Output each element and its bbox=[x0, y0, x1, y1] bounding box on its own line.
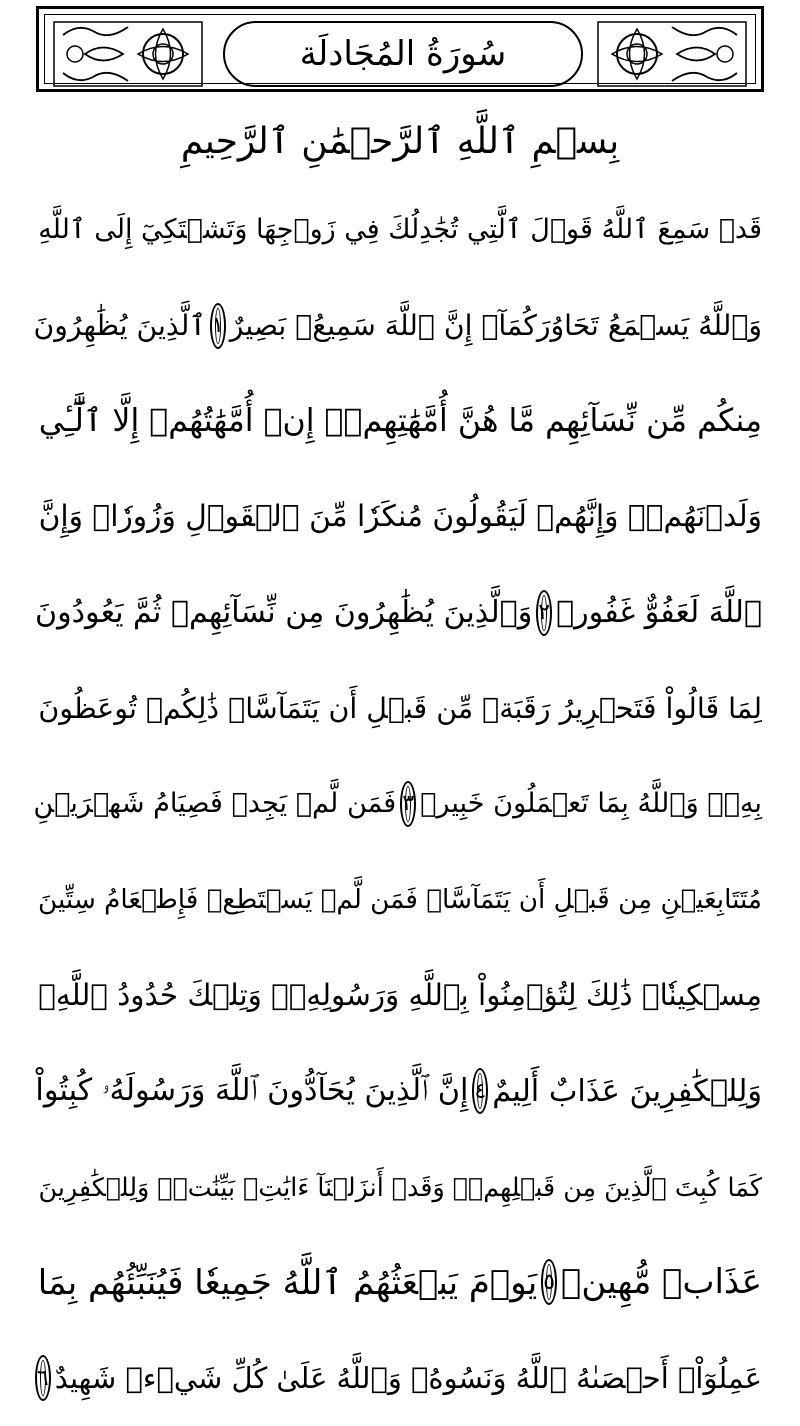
verse-text-segment: وَلِلۡكَٰفِرِينَ عَذَابٌ أَلِيمٌ bbox=[492, 1073, 762, 1109]
verse-line bbox=[38, 469, 762, 565]
basmala: بِسۡمِ ٱللَّهِ ٱلرَّحۡمَٰنِ ٱلرَّحِيمِ bbox=[180, 121, 620, 162]
verse-line bbox=[38, 660, 762, 756]
ayah-number-marker: ٥ bbox=[541, 1259, 557, 1305]
verse-line bbox=[38, 1139, 762, 1235]
verse-line bbox=[38, 1330, 762, 1426]
surah-title-cartouche bbox=[223, 21, 583, 87]
verse-text-segment: قَدۡ سَمِعَ ٱللَّهُ قَوۡلَ ٱلَّتِي تُجَٰدِلُكَ فِي زَوۡجِهَا وَتَشۡتَكِيٓ إِلَى ٱللَّهِ bbox=[38, 214, 762, 246]
surah-header-inner-border bbox=[44, 14, 756, 84]
ayah-number-marker: ٣ bbox=[400, 781, 416, 827]
verse-line bbox=[38, 1235, 762, 1331]
verse-text-segment: وَٱللَّهُ يَسۡمَعُ تَحَاوُرَكُمَآۚ إِنَّ ٱللَّهَ سَمِيعُۢ بَصِيرٌ bbox=[229, 309, 762, 343]
verse-text-segment: بِهِۦۚ وَٱللَّهُ بِمَا تَعۡمَلُونَ خَبِيرٞ bbox=[420, 788, 762, 820]
verse-text-segment: عَذَابٞ مُّهِينٞ bbox=[561, 1262, 762, 1303]
verse-text-segment: لِمَا قَالُواْ فَتَحۡرِيرُ رَقَبَةٖ مِّن قَبۡلِ أَن يَتَمَآسَّاۚ ذَٰلِكُمۡ تُوعَظُونَ bbox=[38, 691, 762, 725]
verse-text-segment: كَمَا كُبِتَ ٱلَّذِينَ مِن قَبۡلِهِمۡۚ وَقَدۡ أَنزَلۡنَآ ءَايَٰتِۭ بَيِّنَٰتٖۚ وَلِلۡكَٰفِرِينَ bbox=[38, 1171, 762, 1202]
verse-text-segment: فَمَن لَّمۡ يَجِدۡ فَصِيَامُ شَهۡرَيۡنِ bbox=[33, 788, 397, 820]
ayah-number-marker: ٢ bbox=[536, 590, 552, 636]
ayah-number-marker: ٦ bbox=[35, 1355, 51, 1401]
verse-text-segment: مِسۡكِينٗاۚ ذَٰلِكَ لِتُؤۡمِنُواْ بِٱللَّهِ وَرَسُولِهِۦۚ وَتِلۡكَ حُدُودُ ٱللَّهِۗ bbox=[38, 978, 762, 1013]
verse-text-segment: إِنَّ ٱلَّذِينَ يُحَآدُّونَ ٱللَّهَ وَرَسُولَهُۥ كُبِتُواْ bbox=[35, 1073, 469, 1109]
ayah-number-marker: ٤ bbox=[472, 1068, 488, 1114]
verse-text-segment: وَلَدۡنَهُمۡۚ وَإِنَّهُمۡ لَيَقُولُونَ مُنكَرٗا مِّنَ ٱلۡقَوۡلِ وَزُورٗاۚ وَإِنَّ bbox=[38, 499, 762, 535]
verse-line bbox=[38, 182, 762, 278]
verse-text-segment: ٱللَّهَ لَعَفُوٌّ غَفُورٞ bbox=[556, 595, 762, 631]
verse-line bbox=[33, 756, 762, 852]
verse-text-segment: عَمِلُوٓاْۚ أَحۡصَىٰهُ ٱللَّهُ وَنَسُوهُۚ وَٱللَّهُ عَلَىٰ كُلِّ شَيۡءٖ شَهِيدٌ bbox=[54, 1361, 762, 1396]
verse-text-segment: مُتَتَابِعَيۡنِ مِن قَبۡلِ أَن يَتَمَآسَّاۖ فَمَن لَّمۡ يَسۡتَطِعۡ فَإِطۡعَامُ سِتِّينَ bbox=[38, 884, 762, 915]
ayah-number-marker: ١ bbox=[210, 303, 226, 349]
surah-title: سُورَةُ المُجَادلَة bbox=[299, 34, 507, 74]
verse-text-segment: مِنكُم مِّن نِّسَآئِهِم مَّا هُنَّ أُمَّهَٰتِهِمۡۖ إِنۡ أُمَّهَٰتُهُمۡ إِلَّا ٱلَّٰٓـِٔي bbox=[38, 403, 762, 440]
verse-text-segment: ٱلَّذِينَ يُظَٰهِرُونَ bbox=[33, 309, 206, 343]
verse-line bbox=[35, 565, 762, 661]
verse-text-segment: وَٱلَّذِينَ يُظَٰهِرُونَ مِن نِّسَآئِهِمۡ ثُمَّ يَعُودُونَ bbox=[35, 595, 533, 631]
verse-text-block bbox=[33, 182, 762, 1426]
verse-line bbox=[38, 948, 762, 1044]
verse-line bbox=[35, 1043, 762, 1139]
right-arabesque-ornament-icon bbox=[597, 21, 747, 87]
verse-line bbox=[38, 852, 762, 948]
surah-header-frame bbox=[36, 6, 764, 92]
verse-line bbox=[38, 373, 762, 469]
verse-text-segment: يَوۡمَ يَبۡعَثُهُمُ ٱللَّهُ جَمِيعٗا فَيُنَبِّئُهُم بِمَا bbox=[37, 1262, 538, 1303]
left-arabesque-ornament-icon bbox=[53, 21, 203, 87]
verse-line bbox=[33, 278, 762, 374]
